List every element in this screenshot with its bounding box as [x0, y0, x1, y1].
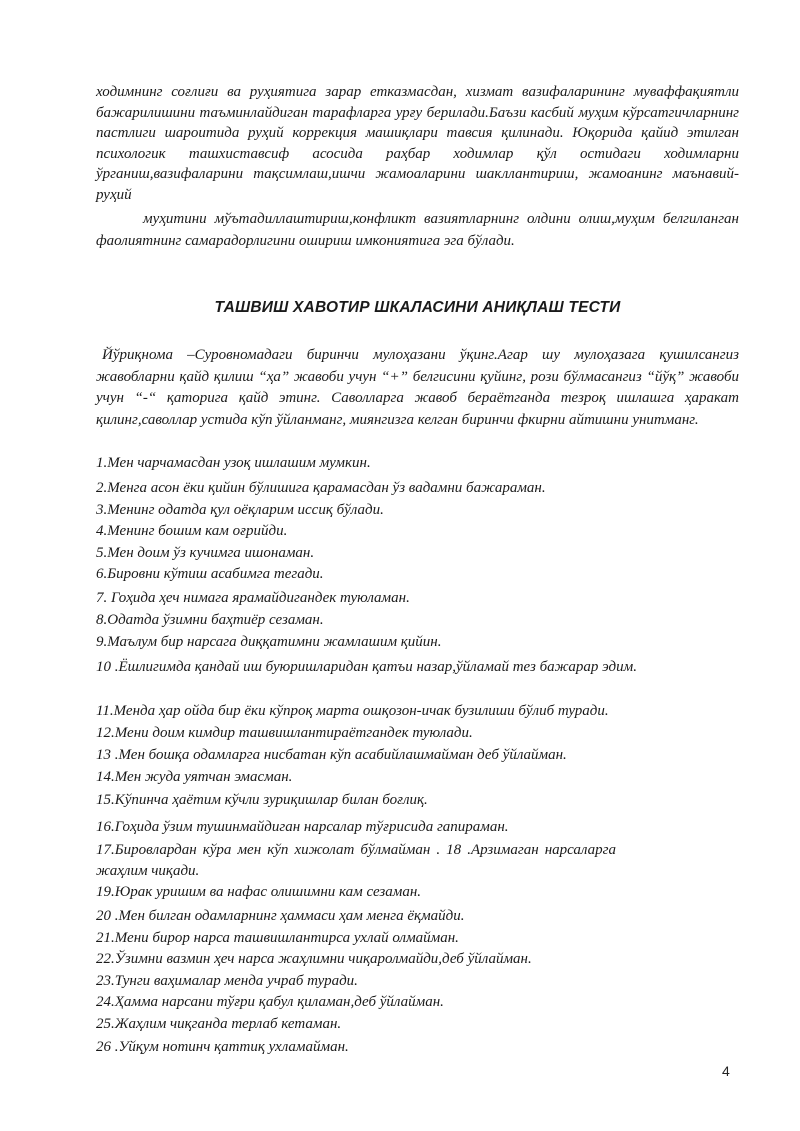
page-number: 4	[722, 1063, 730, 1079]
questionnaire-item: 22.Ўзимни вазмин ҳеч нарса жаҳлимни чиқаролмайди,деб ўйлайман.	[96, 951, 532, 967]
questionnaire-item: 17.Бировлардан кўра мен кўп хижолат бўлмайман . 18 .Арзимаган нарсаларга жаҳлим чиқади.	[96, 842, 616, 879]
questionnaire-item: 21.Мени бирор нарса ташвишлантирса ухлай олмайман.	[96, 930, 459, 946]
questionnaire-item: 26 .Уйқум нотинч қаттиқ ухламайман.	[96, 1039, 349, 1055]
questionnaire-item: 19.Юрак уришим ва нафас олишимни кам сезаман.	[96, 884, 422, 900]
questionnaire-item: 20 .Мен билган одамларнинг ҳаммаси ҳам менга ёқмайди.	[96, 908, 465, 924]
questionnaire-item: 15.Кўпинча ҳаётим кўчли зуриқишлар билан боғлиқ.	[96, 792, 428, 808]
questionnaire-item: 12.Мени доим кимдир ташвишлантираётгандек туюлади.	[96, 725, 473, 741]
questionnaire-item: 5.Мен доим ўз кучимга ишонаман.	[96, 545, 315, 561]
questionnaire-item: 1.Мен чарчамасдан узоқ ишлашим мумкин.	[96, 455, 371, 471]
test-title: ТАШВИШ ХАВОТИР ШКАЛАСИНИ АНИҚЛАШ ТЕСТИ	[214, 299, 621, 316]
questionnaire-item: 4.Менинг бошим кам оғрийди.	[96, 523, 288, 539]
questionnaire-item: 13 .Мен бошқа одамларга нисбатан кўп асабийлашмайман деб ўйлайман.	[96, 747, 567, 763]
questionnaire-item: 3.Менинг одатда қул оёқларим иссиқ бўлади.	[96, 502, 384, 518]
instruction-paragraph: Йўриқнома –Суровномадаги биринчи мулоҳазани ўқинг.Агар шу мулоҳазага қушилсангиз жавобларни қайд қилиш “ҳа” жавоби учун “+” белгисини қуйинг, рози бўлмасангиз “йўқ” жавоби учун “-“ қаторига қайд этинг. Саволларга жавоб бераётганда тезроқ ишлашга ҳаракат қилинг,саволлар устида кўп ўйланманг, миянгизга келган биринчи фкирни айтишни унитманг.	[96, 347, 739, 428]
questionnaire-item: 23.Тунги ваҳималар менда учраб туради.	[96, 973, 358, 989]
questionnaire-item: 8.Одатда ўзимни баҳтиёр сезаман.	[96, 612, 324, 628]
questionnaire-item: 16.Гоҳида ўзим тушинмайдиган нарсалар тўғрисида гапираман.	[96, 819, 509, 835]
questionnaire-item: 10 .Ёшлигимда қандай иш буюришларидан қатъи назар,ўйламай тез бажарар эдим.	[96, 659, 637, 675]
intro-paragraph: ходимнинг соғлиғи ва руҳиятига зарар етказмасдан, хизмат вазифаларининг муваффақиятли бажарилишини таъминлайдиган тарафларга урғу берилади.Баъзи касбий муҳим кўрсатгичларнинг пастлиги шароитида руҳий коррекция машиқлари тавсия қилинади. Юқорида қайид этилган психологик ташхиставсиф асосида раҳбар ходимлар қўл остидаги ходимларни ўрганиш,вазифаларини тақсимлаш,ишчи жамоаларини шакллантириш, жамоанинг маънавий-руҳий	[96, 84, 739, 203]
questionnaire-item: 14.Мен жуда уятчан эмасман.	[96, 769, 293, 785]
questionnaire-item: 6.Бировни кўтиш асабимга тегади.	[96, 566, 324, 582]
intro-paragraph-continued: муҳитини мўътадиллаштириш,конфликт вазиятларнинг олдини олиш,муҳим белгиланган фаолиятнинг самарадорлигини ошириш имкониятига эга бўлади.	[96, 211, 739, 249]
questionnaire-item: 11.Менда ҳар ойда бир ёки кўпроқ марта ошқозон-ичак бузилиши бўлиб туради.	[96, 703, 609, 719]
questionnaire-item: 9.Маълум бир нарсага диққатимни жамлашим қийин.	[96, 634, 442, 650]
questionnaire-item: 2.Менга асон ёки қийин бўлишига қарамасдан ўз вадамни бажараман.	[96, 480, 546, 496]
questionnaire-item: 7. Гоҳида ҳеч нимага ярамайдигандек туюламан.	[96, 590, 410, 606]
questionnaire-item: 25.Жаҳлим чиқганда терлаб кетаман.	[96, 1016, 342, 1032]
questionnaire-item: 24.Ҳамма нарсани тўғри қабул қиламан,деб ўйлайман.	[96, 994, 444, 1010]
